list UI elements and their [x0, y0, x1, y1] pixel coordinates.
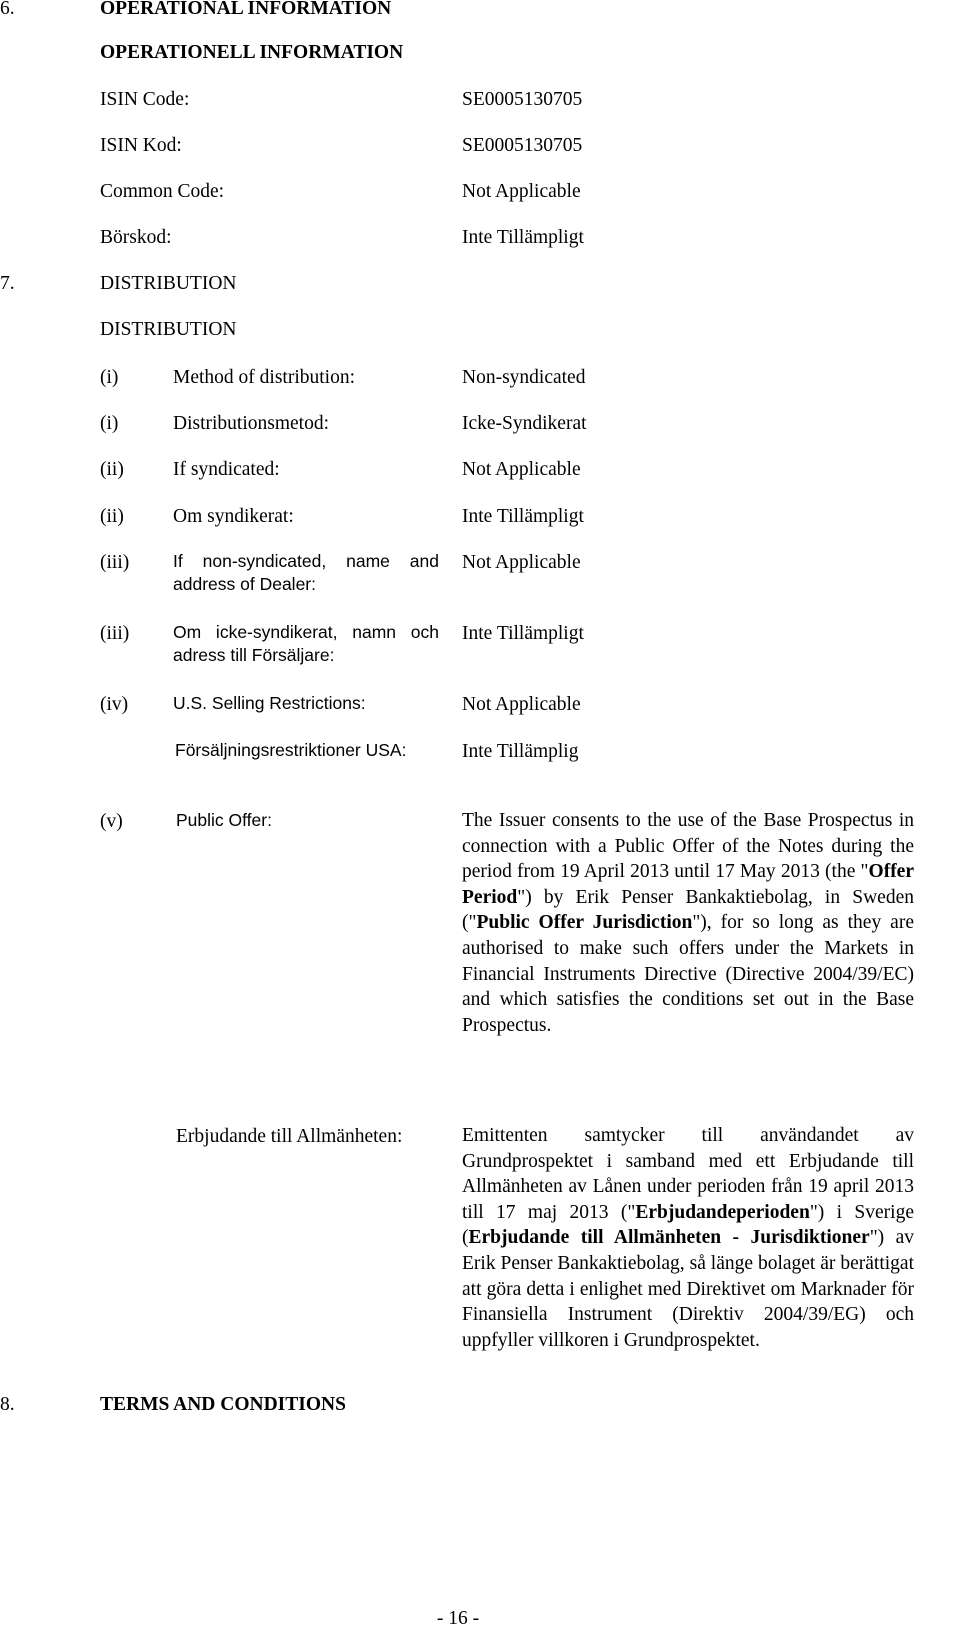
distributionsmetod-label: Distributionsmetod:: [173, 413, 329, 434]
om-syndikerat-value: Inte Tillämpligt: [462, 506, 584, 527]
om-syndikerat-label: Om syndikerat:: [173, 506, 294, 527]
item-iii-sv-number: (iii): [100, 623, 130, 644]
item-ii-number: (ii): [100, 459, 124, 480]
section-7-number: 7.: [0, 273, 15, 294]
section-8-title: TERMS AND CONDITIONS: [100, 1394, 346, 1415]
method-of-distribution-label: Method of distribution:: [173, 367, 355, 388]
forsaljningsrestriktioner-value: Inte Tillämplig: [462, 741, 579, 762]
icke-syndikerat-value: Inte Tillämpligt: [462, 623, 584, 644]
isin-code-value: SE0005130705: [462, 89, 583, 110]
distributionsmetod-value: Icke-Syndikerat: [462, 413, 587, 434]
borskod-value: Inte Tillämpligt: [462, 227, 584, 248]
common-code-label: Common Code:: [100, 181, 225, 202]
public-offer-text-part1: The Issuer consents to the use of the Base Prospectus in connection with a Public Offer of the Notes during the period from 19 April 2013 until 17 May 2013 (the ": [462, 810, 914, 883]
page-number: - 16 -: [436, 1608, 480, 1629]
non-syndicated-dealer-value: Not Applicable: [462, 552, 581, 573]
public-offer-label: Public Offer:: [176, 810, 272, 830]
erbjudande-text-part2: ") i Sverige (: [462, 1201, 914, 1249]
item-v-number: (v): [100, 811, 123, 832]
section-6-title: OPERATIONAL INFORMATION: [100, 0, 392, 19]
item-iii-number: (iii): [100, 552, 130, 573]
item-ii-sv-number: (ii): [100, 506, 124, 527]
erbjudandeperioden-term: Erbjudandeperioden: [635, 1201, 810, 1223]
public-offer-jurisdiction-term: Public Offer Jurisdiction: [476, 912, 693, 934]
erbjudande-text-part1: Emittenten samtycker till användandet av Grundprospektet i samband med ett Erbjudande till Allmänheten av Lånen under perioden från 19 april 2013 till 17 maj 2013 (": [462, 1125, 914, 1223]
item-iv-number: (iv): [100, 694, 129, 715]
public-offer-text-part3: "), for so long as they are authorised to make such offers under the Markets in Financial Instruments Directive (Directive 2004/39/EC) and which satisfies the conditions set out in the Base Prospectus.: [462, 912, 914, 1036]
isin-code-label: ISIN Code:: [100, 89, 190, 110]
isin-kod-label: ISIN Kod:: [100, 135, 182, 156]
us-selling-restrictions-value: Not Applicable: [462, 694, 581, 715]
common-code-value: Not Applicable: [462, 181, 581, 202]
public-offer-text-part2: ") by Erik Penser Bankaktiebolag, in Sweden (": [462, 886, 914, 934]
section-8-number: 8.: [0, 1394, 15, 1415]
erbjudande-label: Erbjudande till Allmänheten:: [176, 1126, 403, 1147]
section-6-subtitle: OPERATIONELL INFORMATION: [100, 42, 404, 63]
us-selling-restrictions-label: U.S. Selling Restrictions:: [173, 693, 366, 713]
section-7-title: DISTRIBUTION: [100, 273, 237, 294]
if-syndicated-value: Not Applicable: [462, 459, 581, 480]
erbjudande-jurisdiktioner-term: Erbjudande till Allmänheten - Jurisdiktioner: [468, 1227, 870, 1249]
isin-kod-value: SE0005130705: [462, 135, 583, 156]
erbjudande-text-part3: ") av Erik Penser Bankaktiebolag, så länge bolaget är berättigat att göra detta i enlighet med Direktivet om Marknader för Finansiella Instrument (Direktiv 2004/39/EG) och uppfyller villkoren i Grundprospektet.: [462, 1227, 914, 1351]
method-of-distribution-value: Non-syndicated: [462, 367, 586, 388]
item-i-number: (i): [100, 367, 119, 388]
non-syndicated-dealer-label: If non-syndicated, name and address of Dealer:: [173, 551, 439, 594]
section-6-number: 6.: [0, 0, 15, 19]
section-7-subtitle: DISTRIBUTION: [100, 319, 237, 340]
if-syndicated-label: If syndicated:: [173, 459, 280, 480]
offer-period-term: Offer Period: [462, 861, 914, 908]
borskod-label: Börskod:: [100, 227, 172, 248]
public-offer-text: [462, 808, 914, 1038]
erbjudande-text: [462, 1123, 914, 1353]
item-i-sv-number: (i): [100, 413, 119, 434]
forsaljningsrestriktioner-label: Försäljningsrestriktioner USA:: [175, 740, 407, 760]
icke-syndikerat-label: Om icke-syndikerat, namn och adress till Försäljare:: [173, 622, 439, 665]
